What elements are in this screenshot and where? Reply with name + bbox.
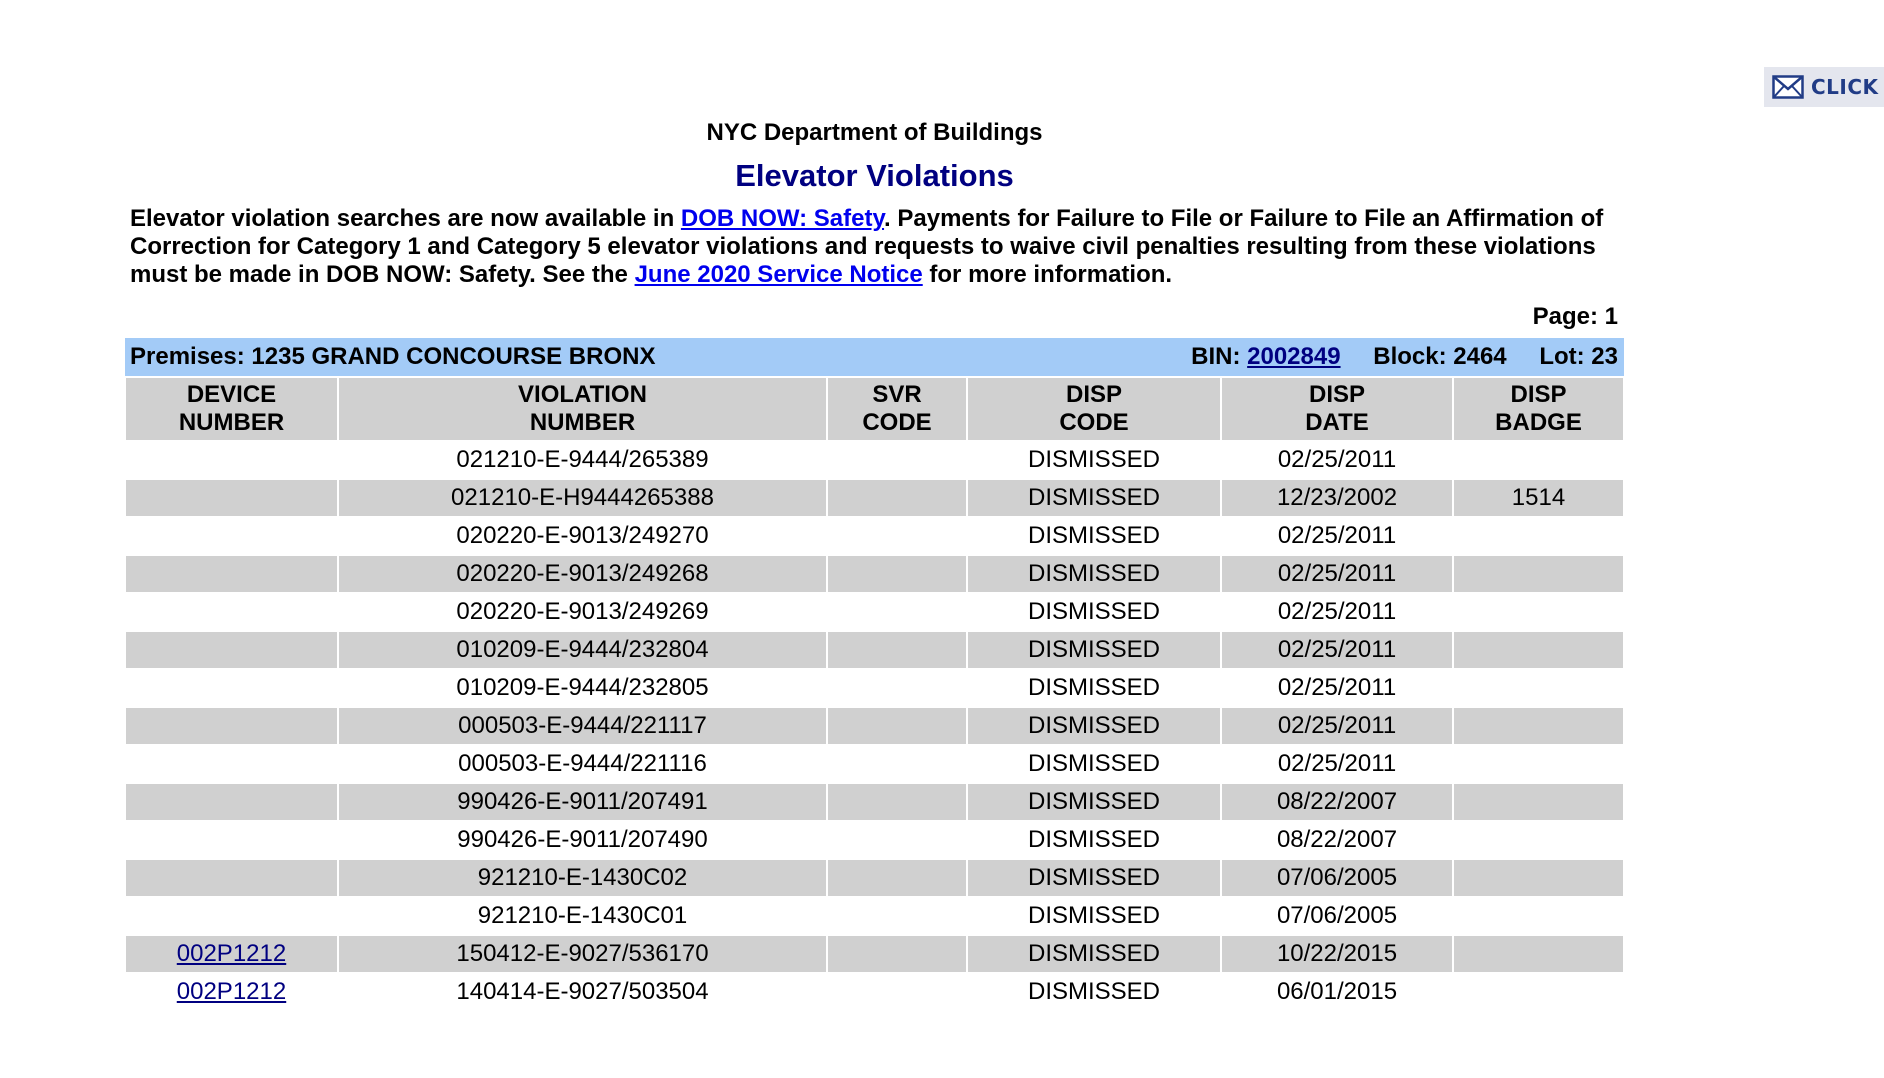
disp-badge-cell bbox=[1454, 974, 1623, 1010]
svr-code-cell bbox=[828, 784, 966, 820]
svr-code-cell bbox=[828, 860, 966, 896]
disp-badge-cell bbox=[1454, 708, 1623, 744]
violation-number-cell: 000503-E-9444/221116 bbox=[458, 750, 707, 777]
table-row bbox=[126, 442, 1623, 478]
device-number-cell bbox=[126, 594, 337, 630]
violation-number-cell: 150412-E-9027/536170 bbox=[339, 936, 826, 972]
disp-code-cell: DISMISSED bbox=[1027, 674, 1161, 701]
table-row bbox=[126, 480, 1623, 516]
service-notice bbox=[130, 205, 1640, 289]
disp-date-cell: 02/25/2011 bbox=[1222, 632, 1452, 668]
svr-code-cell bbox=[828, 746, 966, 782]
column-header-svr-code: SVR CODE bbox=[828, 378, 966, 440]
violation-number-cell: 921210-E-1430C01 bbox=[477, 902, 688, 929]
svr-code-cell bbox=[828, 632, 966, 668]
table-row bbox=[126, 518, 1623, 554]
table-row bbox=[126, 936, 1623, 972]
disp-date-cell: 07/06/2005 bbox=[1222, 860, 1452, 896]
disp-code-cell: DISMISSED bbox=[968, 936, 1220, 972]
table-row bbox=[126, 556, 1623, 592]
disp-date-cell: 02/25/2011 bbox=[1277, 598, 1397, 625]
svr-code-cell bbox=[828, 822, 966, 858]
disp-badge-cell: 1514 bbox=[1454, 480, 1623, 516]
disp-badge-cell bbox=[1454, 632, 1623, 668]
disp-date-cell: 02/25/2011 bbox=[1222, 708, 1452, 744]
device-number-cell bbox=[126, 670, 337, 706]
disp-date-cell: 06/01/2015 bbox=[1276, 978, 1398, 1005]
disp-date-cell: 07/06/2005 bbox=[1276, 902, 1398, 929]
disp-badge-cell bbox=[1454, 670, 1623, 706]
disp-date-cell: 02/25/2011 bbox=[1277, 446, 1397, 473]
disp-badge-cell bbox=[1454, 822, 1623, 858]
disp-date-cell: 02/25/2011 bbox=[1222, 556, 1452, 592]
table-row bbox=[126, 898, 1623, 934]
disp-date-cell: 08/22/2007 bbox=[1222, 784, 1452, 820]
violations-table-body bbox=[126, 442, 1623, 1010]
disp-code-cell: DISMISSED bbox=[1027, 750, 1161, 777]
disp-badge-cell bbox=[1454, 594, 1623, 630]
click-label: CLICK bbox=[1811, 75, 1879, 99]
disp-date-cell: 10/22/2015 bbox=[1222, 936, 1452, 972]
disp-badge-cell bbox=[1454, 442, 1623, 478]
svr-code-cell bbox=[828, 708, 966, 744]
envelope-icon bbox=[1772, 75, 1804, 99]
disp-badge-cell bbox=[1454, 746, 1623, 782]
premises-bar bbox=[125, 338, 1624, 376]
disp-code-cell: DISMISSED bbox=[1027, 826, 1161, 853]
table-header-row bbox=[126, 378, 1623, 440]
disp-badge-cell bbox=[1454, 556, 1623, 592]
page-title: Elevator Violations bbox=[735, 158, 1014, 193]
svr-code-cell bbox=[828, 936, 966, 972]
disp-date-cell: 02/25/2011 bbox=[1277, 674, 1397, 701]
device-number-cell bbox=[126, 556, 337, 592]
device-number-cell bbox=[126, 898, 337, 934]
svr-code-cell bbox=[828, 442, 966, 478]
bin-label: BIN: bbox=[1191, 343, 1248, 370]
violations-table bbox=[124, 376, 1625, 1012]
notice-text-1: Elevator violation searches are now available in bbox=[130, 205, 681, 232]
violation-number-cell: 140414-E-9027/503504 bbox=[456, 978, 709, 1005]
email-click-badge[interactable] bbox=[1764, 67, 1884, 107]
violation-number-cell: 990426-E-9011/207491 bbox=[339, 784, 826, 820]
column-header-disp-code: DISP CODE bbox=[968, 378, 1220, 440]
device-number-cell bbox=[126, 480, 337, 516]
violation-number-cell: 010209-E-9444/232805 bbox=[456, 674, 709, 701]
notice-text-3: for more information. bbox=[922, 261, 1173, 288]
violation-number-cell: 021210-E-H9444265388 bbox=[339, 480, 826, 516]
disp-date-cell: 02/25/2011 bbox=[1277, 522, 1397, 549]
device-number-cell bbox=[126, 822, 337, 858]
device-number-cell bbox=[126, 708, 337, 744]
table-row bbox=[126, 594, 1623, 630]
disp-code-cell: DISMISSED bbox=[1027, 902, 1161, 929]
svr-code-cell bbox=[828, 480, 966, 516]
violation-number-cell: 000503-E-9444/221117 bbox=[339, 708, 826, 744]
table-row bbox=[126, 708, 1623, 744]
violation-number-cell: 020220-E-9013/249268 bbox=[339, 556, 826, 592]
service-notice-link[interactable]: June 2020 Service Notice bbox=[634, 261, 923, 288]
violation-number-cell: 020220-E-9013/249269 bbox=[456, 598, 709, 625]
violation-number-cell: 020220-E-9013/249270 bbox=[456, 522, 709, 549]
premises-address: Premises: 1235 GRAND CONCOURSE BRONX bbox=[130, 343, 656, 370]
table-row bbox=[126, 784, 1623, 820]
disp-code-cell: DISMISSED bbox=[1027, 598, 1161, 625]
lot-field: Lot: 23 bbox=[1539, 343, 1618, 370]
device-number-link[interactable]: 002P1212 bbox=[176, 940, 287, 967]
device-number-cell bbox=[126, 442, 337, 478]
notice-text-2: . Payments for Failure to File or Failure to File an Affirmation of Correction for Category 1 and Category 5 elevator violations and requests to waive civil penalties resulting from these violations must be made in DOB NOW: Safety. See the bbox=[130, 205, 1604, 288]
device-number-cell bbox=[126, 518, 337, 554]
disp-badge-cell bbox=[1454, 898, 1623, 934]
violation-number-cell: 990426-E-9011/207490 bbox=[457, 826, 708, 853]
disp-code-cell: DISMISSED bbox=[968, 556, 1220, 592]
column-header-device-number: DEVICE NUMBER bbox=[126, 378, 337, 440]
device-number-cell bbox=[126, 746, 337, 782]
table-row bbox=[126, 974, 1623, 1010]
table-row bbox=[126, 670, 1623, 706]
disp-badge-cell bbox=[1454, 784, 1623, 820]
svr-code-cell bbox=[828, 594, 966, 630]
agency-name: NYC Department of Buildings bbox=[706, 119, 1043, 146]
device-number-cell bbox=[126, 784, 337, 820]
disp-code-cell: DISMISSED bbox=[968, 784, 1220, 820]
column-header-violation-number: VIOLATION NUMBER bbox=[339, 378, 826, 440]
violation-number-cell: 010209-E-9444/232804 bbox=[339, 632, 826, 668]
table-row bbox=[126, 632, 1623, 668]
dob-now-safety-link[interactable]: DOB NOW: Safety bbox=[680, 205, 885, 232]
device-number-cell bbox=[126, 632, 337, 668]
column-header-disp-badge: DISP BADGE bbox=[1454, 378, 1623, 440]
disp-code-cell: DISMISSED bbox=[1027, 978, 1161, 1005]
svr-code-cell bbox=[828, 518, 966, 554]
disp-date-cell: 02/25/2011 bbox=[1277, 750, 1397, 777]
premises-identifiers bbox=[1191, 343, 1618, 371]
svr-code-cell bbox=[828, 974, 966, 1010]
disp-date-cell: 08/22/2007 bbox=[1276, 826, 1398, 853]
violation-number-cell: 021210-E-9444/265389 bbox=[456, 446, 709, 473]
bin-link[interactable]: 2002849 bbox=[1247, 343, 1341, 370]
page-number: Page: 1 bbox=[1532, 303, 1618, 330]
block-field: Block: 2464 bbox=[1373, 343, 1507, 370]
table-row bbox=[126, 860, 1623, 896]
bin-field bbox=[1191, 343, 1340, 370]
table-row bbox=[126, 746, 1623, 782]
disp-code-cell: DISMISSED bbox=[1027, 522, 1161, 549]
disp-code-cell: DISMISSED bbox=[968, 708, 1220, 744]
disp-badge-cell bbox=[1454, 936, 1623, 972]
disp-date-cell: 12/23/2002 bbox=[1222, 480, 1452, 516]
disp-badge-cell bbox=[1454, 518, 1623, 554]
disp-code-cell: DISMISSED bbox=[968, 480, 1220, 516]
device-number-cell bbox=[126, 974, 337, 1010]
svr-code-cell bbox=[828, 898, 966, 934]
disp-badge-cell bbox=[1454, 860, 1623, 896]
violation-number-cell: 921210-E-1430C02 bbox=[339, 860, 826, 896]
disp-code-cell: DISMISSED bbox=[1027, 446, 1161, 473]
device-number-cell bbox=[126, 860, 337, 896]
disp-code-cell: DISMISSED bbox=[968, 860, 1220, 896]
device-number-link[interactable]: 002P1212 bbox=[176, 978, 287, 1005]
column-header-disp-date: DISP DATE bbox=[1222, 378, 1452, 440]
disp-code-cell: DISMISSED bbox=[968, 632, 1220, 668]
table-row bbox=[126, 822, 1623, 858]
svr-code-cell bbox=[828, 670, 966, 706]
svr-code-cell bbox=[828, 556, 966, 592]
device-number-cell bbox=[126, 936, 337, 972]
